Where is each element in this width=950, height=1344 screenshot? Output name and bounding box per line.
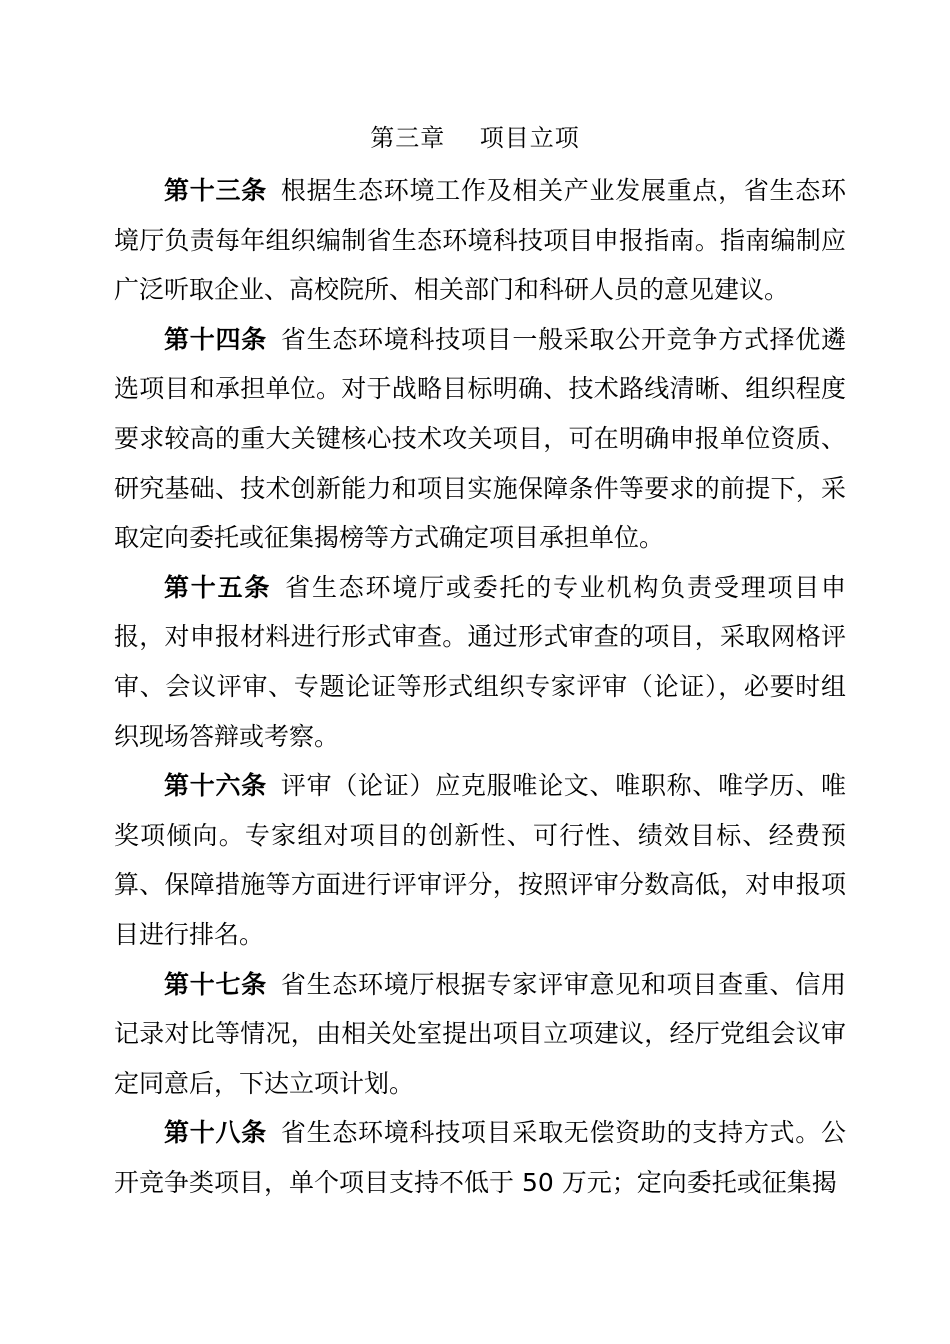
article-13 [114, 166, 846, 315]
article-15 [114, 563, 846, 761]
chapter-title: 第三章 项目立项 [370, 124, 580, 152]
article-14 [114, 315, 846, 563]
article-text: 根据生态环境工作及相关产业发展重点，省生态环境厅负责每年组织编制省生态环境科技项目申报指南。指南编制应广泛听取企业、高校院所、相关部门和科研人员的意见建议。 [114, 176, 846, 305]
article-label: 第十四条 [164, 324, 267, 354]
article-label: 第十七条 [164, 969, 267, 999]
article-18 [114, 1108, 846, 1207]
article-text: 省生态环境厅或委托的专业机构负责受理项目申报，对申报材料进行形式审查。通过形式审查的项目，采取网格评审、会议评审、专题论证等形式组织专家评审（论证），必要时组织现场答辩或考察。 [114, 572, 846, 751]
article-text: 省生态环境厅根据专家评审意见和项目查重、信用记录对比等情况，由相关处室提出项目立项建议，经厅党组会议审定同意后，下达立项计划。 [114, 969, 846, 1098]
article-text: 省生态环境科技项目采取无偿资助的支持方式。公开竞争类项目，单个项目支持不低于 50 万元；定向委托或征集揭 [114, 1118, 846, 1197]
article-text: 省生态环境科技项目一般采取公开竞争方式择优遴选项目和承担单位。对于战略目标明确、技术路线清晰、组织程度要求较高的重大关键核心技术攻关项目，可在明确申报单位资质、研究基础、技术创新能力和项目实施保障条件等要求的前提下，采取定向委托或征集揭榜等方式确定项目承担单位。 [114, 324, 846, 553]
article-label: 第十六条 [164, 771, 267, 801]
article-16 [114, 761, 846, 959]
article-label: 第十三条 [164, 176, 267, 205]
article-text: 评审（论证）应克服唯论文、唯职称、唯学历、唯奖项倾向。专家组对项目的创新性、可行性、绩效目标、经费预算、保障措施等方面进行评审评分，按照评审分数高低，对申报项目进行排名。 [114, 771, 846, 949]
article-label: 第十八条 [164, 1118, 267, 1148]
article-17 [114, 960, 846, 1109]
article-label: 第十五条 [164, 572, 272, 602]
document-body [114, 166, 846, 1207]
